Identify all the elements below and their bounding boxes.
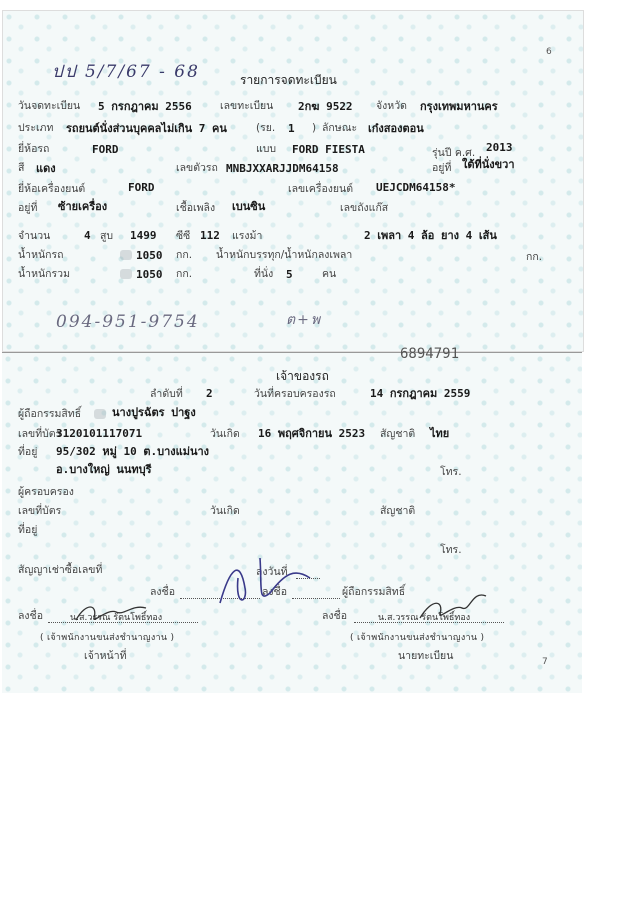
order-label: ลำดับที่ [150,388,183,400]
engine-location-label: อยู่ที่ [18,202,38,214]
kg-label-2: กก. [176,268,193,280]
handwritten-note-top: ปป 5/7/67 - 68 [52,62,200,82]
model: FORD FIESTA [292,143,365,156]
sign-label-1: ลงชื่อ [150,586,175,598]
seats: 5 [286,268,293,281]
load-label: น้ำหนักบรรทุก/น้ำหนักลงเพลา [216,249,353,261]
owner-name: นางปูรฉัตร ปาฐง [112,406,196,419]
vin-location: ใต้ที่นั่งขวา [462,158,515,171]
address-line-2: อ.บางใหญ่ นนทบุรี [56,463,152,476]
cc-label: ซีซี [176,230,191,242]
model-year: 2013 [486,141,513,154]
year-label: รุ่นปี ค.ศ. [432,147,476,159]
smudge [120,269,132,279]
official-1-role-wrapper: ( เจ้าพนักงานขนส่งชำนาญงาน ) [40,633,175,643]
nationality-label: สัญชาติ [380,428,416,440]
owner-sign-label: ผู้ถือกรรมสิทธิ์ [342,586,406,598]
owner-signature [200,548,330,618]
horsepower: 112 [200,229,220,242]
style-label: ลักษณะ [322,122,358,134]
kg-label: กก. [176,249,193,261]
lease-label: สัญญาเช่าซื้อเลขที่ [18,564,103,576]
official-1-role: เจ้าพนักงานขนส่งชำนาญงาน [46,633,168,643]
gross-weight-label: น้ำหนักรวม [18,268,70,280]
body-style: เก๋งสองตอน [368,122,424,135]
possessor-phone-label: โทร. [440,544,462,556]
official-2-name: น.ส.วรรณ รัตนโพธิ์ทอง [378,613,471,623]
plate-label: เลขทะเบียน [220,100,274,112]
handwritten-phone: 094-951-9754 [56,312,200,332]
vin: MNBJXXARJJDM64158 [226,162,339,175]
possessor-dob-label: วันเกิด [210,505,240,517]
possessor-label: ผู้ครอบครอง [18,486,74,498]
gas-tank-label: เลขถังแก๊ส [340,202,389,214]
official-2-title: นายทะเบียน [398,650,454,662]
smudge [94,409,106,419]
date-of-birth: 16 พฤศจิกายน 2523 [258,427,366,440]
id-label: เลขที่บัตร [18,428,62,440]
date-label: ลงวันที่ [256,566,288,578]
engine-number: UEJCDM64158* [376,181,456,194]
official-1-name: น.ส.วรรณ รัตนโพธิ์ทอง [70,613,163,623]
ry-label: (รย. [256,122,276,134]
sign-label-3: ลงชื่อ [18,610,43,622]
reg-date-label: วันจดทะเบียน [18,100,81,112]
ry-close: ) [312,122,317,134]
id-number: 3120101117071 [56,427,143,440]
phone-label: โทร. [440,466,462,478]
sign-label-4: ลงชื่อ [322,610,347,622]
gross-weight: 1050 [136,268,163,281]
province: กรุงเทพมหานคร [420,100,498,113]
displacement: 1499 [130,229,157,242]
cylinder-count-label: จำนวน [18,230,51,242]
dob-label: วันเกิด [210,428,240,440]
address-label: ที่อยู่ [18,446,38,458]
load-kg-label: กก. [526,251,543,263]
engine-number-label: เลขเครื่องยนต์ [288,183,354,195]
ry-value: 1 [288,122,295,135]
page-number-bottom: 7 [542,657,548,667]
page-number-top: 6 [546,47,552,57]
nationality: ไทย [430,427,450,440]
sign-label-2: ลงชื่อ [262,586,287,598]
registration-title: รายการจดทะเบียน [240,73,337,87]
form-serial-number: 6894791 [400,346,460,362]
plate-number: 2กฆ 9522 [298,100,353,113]
official-1-title: เจ้าหน้าที่ [84,650,127,662]
engine-brand: FORD [128,181,155,194]
engine-location: ซ้ายเครื่อง [58,200,108,213]
official-2-role: เจ้าพนักงานขนส่งชำนาญงาน [356,633,478,643]
owner-label: ผู้ถือกรรมสิทธิ์ [18,408,82,420]
province-label: จังหวัด [376,100,407,112]
seats-label: ที่นั่ง [254,268,274,280]
possession-date: 14 กรกฎาคม 2559 [370,387,471,400]
official-2-role-wrapper: ( เจ้าพนักงานขนส่งชำนาญงาน ) [350,633,485,643]
brand: FORD [92,143,119,156]
hp-label: แรงม้า [232,230,263,242]
color: แดง [36,162,56,175]
fuel: เบนซิน [232,200,266,213]
vin-location-label: อยู่ที่ [432,162,452,174]
axles-wheels: 2 เพลา 4 ล้อ ยาง 4 เส้น [364,229,497,242]
vin-label: เลขตัวรถ [176,162,218,174]
possessor-address-label: ที่อยู่ [18,524,38,536]
address-line-1: 95/302 หมู่ 10 ต.บางแม่นาง [56,445,210,458]
cylinder-count: 4 [84,229,91,242]
persons-label: คน [322,268,337,280]
possession-date-label: วันที่ครอบครองรถ [254,388,336,400]
vehicle-weight: 1050 [136,249,163,262]
possessor-id-label: เลขที่บัตร [18,505,62,517]
order-number: 2 [206,387,213,400]
weight-label: น้ำหนักรถ [18,249,64,261]
possessor-nationality-label: สัญชาติ [380,505,416,517]
smudge [120,250,132,260]
color-label: สี [18,162,25,174]
vehicle-type: รถยนต์นั่งส่วนบุคคลไม่เกิน 7 คน [66,122,227,135]
model-label: แบบ [256,143,277,155]
reg-date: 5 กรกฎาคม 2556 [98,100,192,113]
owner-title: เจ้าของรถ [276,369,329,383]
brand-label: ยี่ห้อรถ [18,143,50,155]
handwritten-note: ต+พ [286,312,323,328]
fuel-label: เชื้อเพลิง [176,202,216,214]
type-label: ประเภท [18,122,54,134]
cylinder-label: สูบ [100,230,114,242]
engine-brand-label: ยี่ห้อเครื่องยนต์ [18,183,86,195]
